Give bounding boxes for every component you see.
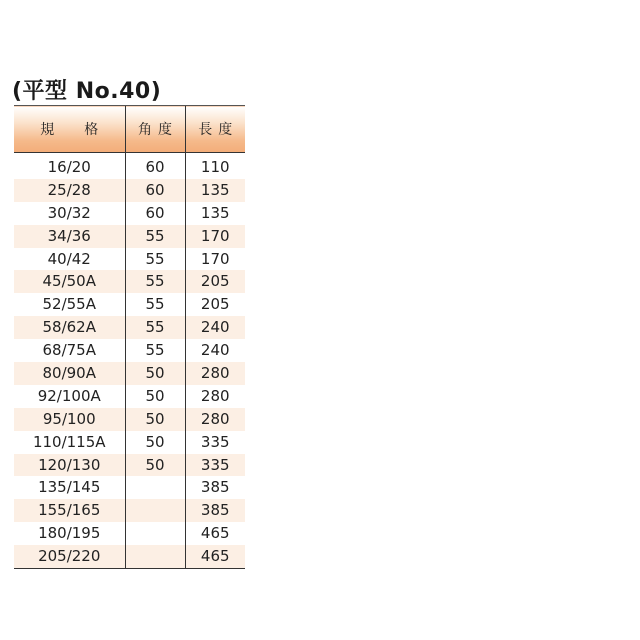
angle-cell: 55 bbox=[125, 339, 185, 362]
size-cell: 205/220 bbox=[14, 545, 125, 568]
length-cell: 135 bbox=[185, 202, 245, 225]
length-cell: 385 bbox=[185, 499, 245, 522]
length-cell: 240 bbox=[185, 339, 245, 362]
angle-cell: 50 bbox=[125, 385, 185, 408]
table-row bbox=[14, 179, 245, 202]
angle-cell: 60 bbox=[125, 179, 185, 202]
angle-cell bbox=[125, 522, 185, 545]
length-cell: 335 bbox=[185, 431, 245, 454]
table-row bbox=[14, 499, 245, 522]
angle-cell: 55 bbox=[125, 293, 185, 316]
angle-cell bbox=[125, 499, 185, 522]
angle-cell bbox=[125, 545, 185, 568]
size-cell: 40/42 bbox=[14, 248, 125, 271]
size-cell: 34/36 bbox=[14, 225, 125, 248]
length-cell: 170 bbox=[185, 225, 245, 248]
size-cell: 180/195 bbox=[14, 522, 125, 545]
spec-table bbox=[14, 105, 245, 569]
angle-cell: 50 bbox=[125, 408, 185, 431]
length-cell: 335 bbox=[185, 454, 245, 477]
angle-cell: 50 bbox=[125, 454, 185, 477]
header-size-char-2: 格 bbox=[84, 122, 99, 138]
header-row bbox=[14, 106, 245, 153]
size-cell: 25/28 bbox=[14, 179, 125, 202]
angle-cell: 50 bbox=[125, 362, 185, 385]
angle-cell bbox=[125, 476, 185, 499]
angle-cell: 55 bbox=[125, 316, 185, 339]
size-cell: 110/115A bbox=[14, 431, 125, 454]
length-cell: 110 bbox=[185, 153, 245, 179]
table-row bbox=[14, 454, 245, 477]
table-row bbox=[14, 522, 245, 545]
table-row bbox=[14, 362, 245, 385]
header-angle-char-2: 度 bbox=[158, 122, 172, 138]
size-cell: 95/100 bbox=[14, 408, 125, 431]
header-length bbox=[185, 106, 245, 153]
size-cell: 52/55A bbox=[14, 293, 125, 316]
size-cell: 30/32 bbox=[14, 202, 125, 225]
length-cell: 280 bbox=[185, 385, 245, 408]
angle-cell: 55 bbox=[125, 248, 185, 271]
size-cell: 80/90A bbox=[14, 362, 125, 385]
table-row bbox=[14, 316, 245, 339]
header-length-char-1: 長 bbox=[198, 122, 213, 138]
table-row bbox=[14, 293, 245, 316]
length-cell: 280 bbox=[185, 408, 245, 431]
table-row bbox=[14, 545, 245, 568]
table-row bbox=[14, 153, 245, 179]
length-cell: 465 bbox=[185, 545, 245, 568]
size-cell: 58/62A bbox=[14, 316, 125, 339]
header-length-char-2: 度 bbox=[218, 122, 233, 138]
table-row bbox=[14, 270, 245, 293]
length-cell: 135 bbox=[185, 179, 245, 202]
length-cell: 170 bbox=[185, 248, 245, 271]
table-row bbox=[14, 408, 245, 431]
table-title: (平型 No.40) bbox=[12, 79, 162, 104]
size-cell: 120/130 bbox=[14, 454, 125, 477]
size-cell: 16/20 bbox=[14, 153, 125, 179]
angle-cell: 60 bbox=[125, 153, 185, 179]
size-cell: 155/165 bbox=[14, 499, 125, 522]
header-size bbox=[14, 106, 125, 153]
header-angle-char-1: 角 bbox=[138, 122, 152, 138]
length-cell: 205 bbox=[185, 293, 245, 316]
angle-cell: 55 bbox=[125, 270, 185, 293]
table-row bbox=[14, 476, 245, 499]
table-row bbox=[14, 431, 245, 454]
length-cell: 385 bbox=[185, 476, 245, 499]
table-row bbox=[14, 225, 245, 248]
size-cell: 135/145 bbox=[14, 476, 125, 499]
table-row bbox=[14, 339, 245, 362]
table-row bbox=[14, 202, 245, 225]
angle-cell: 60 bbox=[125, 202, 185, 225]
table-row bbox=[14, 385, 245, 408]
size-cell: 45/50A bbox=[14, 270, 125, 293]
table-body bbox=[14, 153, 245, 569]
header-size-char-1: 規 bbox=[40, 122, 55, 138]
size-cell: 68/75A bbox=[14, 339, 125, 362]
table-row bbox=[14, 248, 245, 271]
length-cell: 280 bbox=[185, 362, 245, 385]
length-cell: 205 bbox=[185, 270, 245, 293]
size-cell: 92/100A bbox=[14, 385, 125, 408]
header-angle bbox=[125, 106, 185, 153]
length-cell: 465 bbox=[185, 522, 245, 545]
angle-cell: 50 bbox=[125, 431, 185, 454]
length-cell: 240 bbox=[185, 316, 245, 339]
angle-cell: 55 bbox=[125, 225, 185, 248]
